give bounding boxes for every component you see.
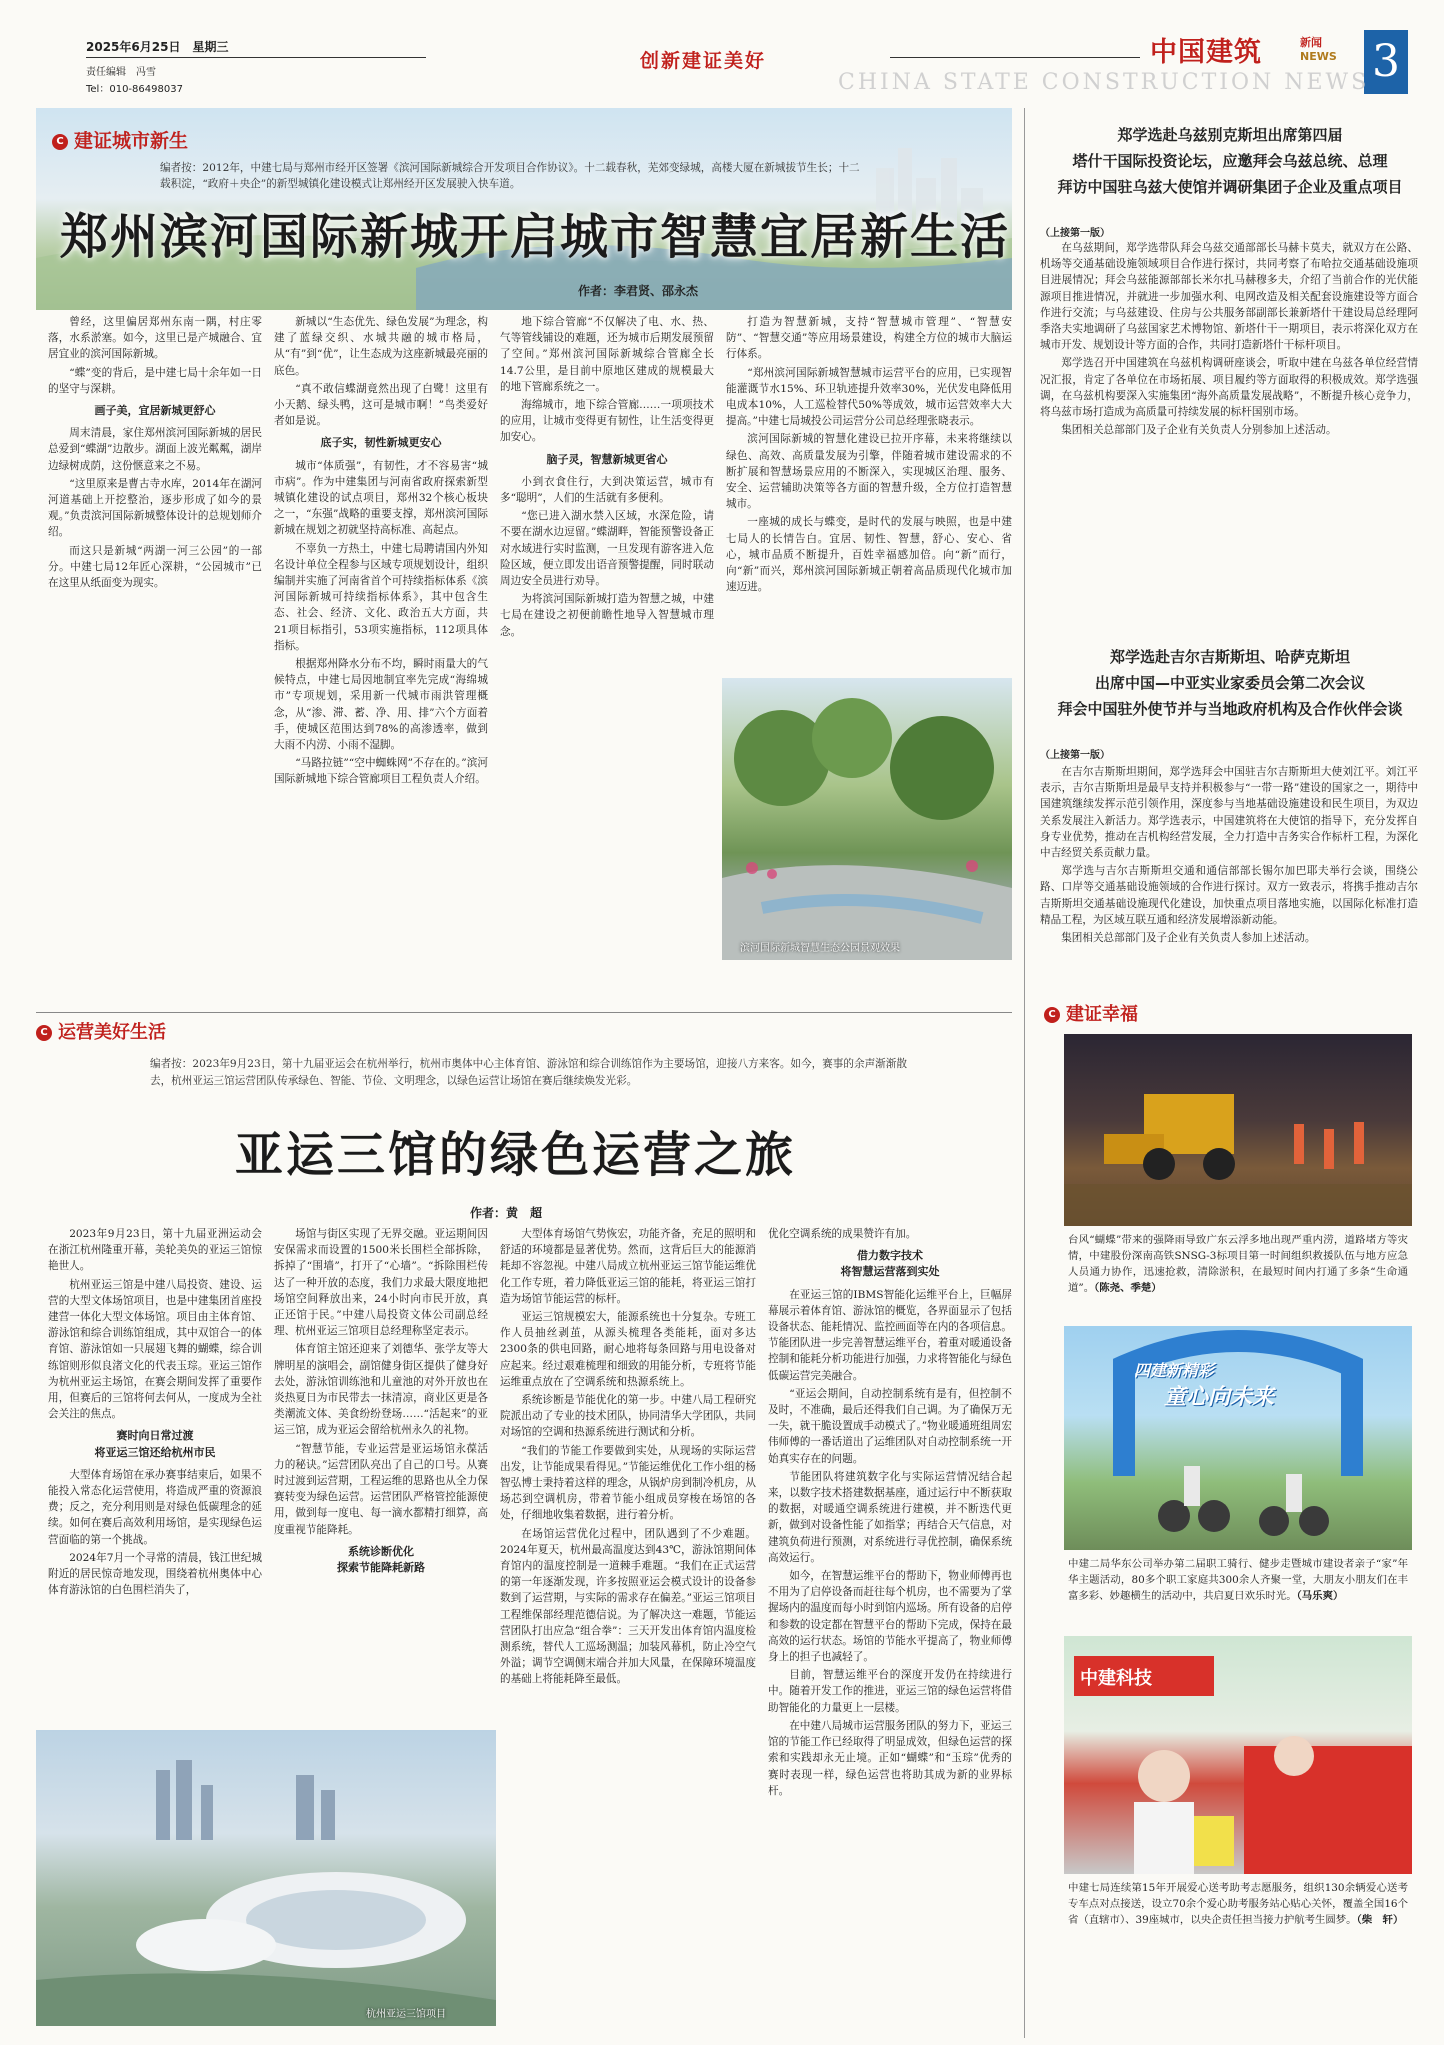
flood-rescue-caption-text: 台风“蝴蝶”带来的强降雨导致广东云浮多地出现严重内涝，道路堵方等灾情，中建股份深南高铁SNSG-3标项目第一时间组织救援队伍与地方应急人员通力协作，迅速抢救，清除淤积，在最短时间内打通了多条“生命通道”。: [1068, 1234, 1408, 1294]
article2-col1-p2: 杭州亚运三馆是中建八局投资、建设、运营的大型文体场馆项目，也是中建集团首座投建营一体化大型文体场馆。项目由主体育馆、游泳馆和综合训练馆组成，其中双馆合一的体育馆、游泳馆如一只展翅飞舞的蝴蝶，综合训练馆则形似良渚文化的代表玉琮。亚运三馆作为杭州亚运主场馆，在赛会期间发挥了重要作用，但赛后的三馆将何去何从，一度成为全社会关注的焦点。: [48, 1278, 262, 1421]
section-c-icon: C: [1044, 1007, 1060, 1023]
exam-support-photo: [1064, 1636, 1412, 1874]
masthead-editor: 责任编辑 冯雪: [86, 67, 156, 78]
cycling-event-caption: [1068, 1556, 1408, 1604]
article2-col4-p3: 节能团队将建筑数字化与实际运营情况结合起来，以数字技术搭建数据基座，通过运行中不断获取的数据，对暖通空调系统进行建模，并不断迭代更新，做到对设备性能了如指掌；再结合天气信息，对建筑负荷进行预测，对系统进行寻优控制，确保系统高效运行。: [768, 1470, 1012, 1564]
article1-column-2: [274, 314, 488, 1006]
article1-col3-p1: 地下综合管廊“不仅解决了电、水、热、气等管线铺设的难题，还为城市后期发展预留了空间。”郑州滨河国际新城综合管廊全长14.7公里，是目前中原地区建成的规模最大的地下管廊系统之一。: [500, 316, 714, 393]
article2-col3-p3: 系统诊断是节能优化的第一步。中建八局工程研究院派出动了专业的技术团队，协同清华大学团队，共同对场馆的空调和热源系统进行测试和分析。: [500, 1394, 756, 1439]
article1-section: [52, 126, 188, 153]
park-landscape-photo: [722, 678, 1012, 960]
right2-title: [1034, 644, 1426, 722]
section-c-icon: C: [36, 1025, 52, 1041]
right1-title-line2: 塔什干国际投资论坛，应邀拜会乌兹总统、总理: [1072, 152, 1388, 170]
right1-title-line1: 郑学选赴乌兹别克斯坦出席第四届: [1117, 126, 1343, 144]
right2-title-line3: 拜会中国驻外使节并与当地政府机构及合作伙伴会谈: [1057, 700, 1403, 718]
cycling-event-caption-text: 中建二局华东公司举办第二届职工骑行、健步走暨城市建设者亲子“家”年华主题活动，80多个职工家庭共300余人齐聚一堂，大朋友小朋友们在丰富多彩、妙趣横生的活动中，共启夏日欢乐时光。: [1068, 1558, 1408, 1602]
paper-logo-tag-bottom: NEWS: [1300, 50, 1337, 63]
exam-support-credit: （柴 轩）: [1356, 1914, 1404, 1926]
article2-col4-p6: 在中建八局城市运营服务团队的努力下，亚运三馆的节能工作已经取得了明显成效，但绿色运营的探索和实践却永无止境。正如“蝴蝶”和“玉琮”优秀的赛时表现一样，绿色运营也将助其成为新的业界标杆。: [768, 1719, 1012, 1797]
right1-title: [1034, 122, 1426, 200]
article2-col3-p2: 亚运三馆规模宏大，能源系统也十分复杂。专班工作人员抽丝剥茧，从源头梳理各类能耗，面对多达2300条的供电回路，耐心地将每条回路与用电设备对应起来。经过艰难梳理和细致的用能分析，专班将节能运维重点放在了空调系统和热源系统上。: [500, 1311, 756, 1388]
article1-col4-p3: 滨河国际新城的智慧化建设已拉开序幕，未来将继续以绿色、高效、高质量发展为引擎，伴随着城市建设需求的不断扩展和智慧场景应用的不断深入，实现城区治理、服务、安全、运营辅助决策等各方面的智慧升级，全方位打造智慧城市。: [726, 433, 1012, 511]
article1-column-4: [726, 314, 1012, 670]
article1-col1b-p3: 而这只是新城“两湖一河三公园”的一部分。中建七局12年匠心深耕，“公园城市”已在这里从纸面变为现实。: [48, 544, 262, 590]
exam-support-caption-text: 中建七局连续第15年开展爱心送考助考志愿服务，组织130余辆爱心送考专车点对点接送，设立70余个爱心助考服务站心贴心关怀，覆盖全国16个省（直辖市）、39座城市，以央企责任担当接力护航考生圆梦。: [1068, 1882, 1408, 1926]
right1-body-p1: 在乌兹期间，郑学选带队拜会乌兹交通部部长马赫卡莫夫，就双方在公路、机场等交通基础设施领域项目合作进行探讨，共同考察了布哈拉交通基础设施项目进展情况；拜会乌兹能源部部长米尔扎马赫穆多夫，介绍了当前合作的光伏能源项目推进情况，并就进一步加强水利、电网改造及相关配套设施建设等方面合作进行交流；与乌兹建设、住房与公共服务部副部长兼新塔什干建设局总经理阿季洛夫实地调研了乌兹国家艺术博物馆、新塔什干一期项目，表示将深化双方在城市开发、规划设计等方面的合作，共同打造新塔什干标杆项目。: [1040, 242, 1418, 352]
article1-col1-p2: “蝶”变的背后，是中建七局十余年如一日的坚守与深耕。: [48, 366, 262, 395]
article1-col2-p2: “真不敢信蝶湖竟然出现了白鹭！这里有小天鹅、绿头鸭，这可是城市啊！”鸟类爱好者如是说。: [274, 382, 488, 428]
masthead-section-title: 创新建证美好: [640, 50, 767, 72]
masthead-date: 2025年6月25日 星期三: [86, 40, 229, 54]
flood-rescue-photo: [1064, 1034, 1412, 1226]
article1-col3b-p1: 小到衣食住行，大到决策运营，城市有多“聪明”，人们的生活就有多便利。: [500, 475, 714, 505]
paper-english-name: CHINA STATE CONSTRUCTION NEWS: [838, 70, 1370, 95]
stadium-aerial-photo: [36, 1730, 496, 2026]
page-number: 3: [1364, 30, 1408, 94]
right1-body-p2: 郑学选召开中国建筑在乌兹机构调研座谈会，听取中建在乌兹各单位经营情况汇报，肯定了各单位在市场拓展、项目履约等方面取得的积极成效。郑学选强调，在乌兹机构要深入实施集团“海外高质量发展战略”，不断提升核心竞争力，将乌兹市场打造成为高质量可持续发展的标杆国别市场。: [1040, 357, 1418, 419]
article2-subhead-1: 赛时向日常过渡 将亚运三馆还给杭州市民: [94, 1429, 216, 1459]
masthead-tel: Tel：010-86498037: [86, 84, 183, 95]
article2-col1b-p1: 大型体育场馆在承办赛事结束后，如果不能投入常态化运营使用，将造成严重的资源浪费；反之，充分利用则是对绿色低碳理念的延续。如何在赛后高效利用场馆，是实现绿色运营面临的第一个挑战。: [48, 1468, 262, 1546]
right2-body: [1040, 764, 1418, 988]
right3-section-label: 建证幸福: [1066, 1004, 1138, 1025]
article2-col1-p1: 2023年9月23日，第十九届亚洲运动会在浙江杭州隆重开幕，美轮美奂的亚运三馆惊艳世人。: [48, 1228, 262, 1273]
article1-col4-p4: 一座城的成长与蝶变，是时代的发展与映照，也是中建七局人的长情告白。宜居、韧性、智慧，舒心、安心、省心，城市品质不断提升，百姓幸福感加倍。向“新”而行，向“新”而兴，郑州滨河国际新城正朝着高品质现代化城市加速迈进。: [726, 516, 1012, 594]
park-landscape-illustration: [722, 678, 1012, 960]
right1-title-line3: 拜访中国驻乌兹大使馆并调研集团子企业及重点项目: [1057, 178, 1403, 196]
article2-col4-p4: 如今，在智慧运维平台的帮助下，物业师傅再也不用为了启停设备而赶往每个机房，也不需要为了掌握场内的温度而每小时到馆内巡场。所有设备的启停和参数的设定都在智慧平台的帮助下完成，保持在最高效的运行状态。场馆的节能水平提高了，物业师傅身上的担子也减轻了。: [768, 1570, 1012, 1664]
article2-title: 亚运三馆的绿色运营之旅: [235, 1127, 797, 1183]
stadium-aerial-illustration: [36, 1730, 496, 2026]
article2-col1b-p2: 2024年7月一个寻常的清晨，钱江世纪城附近的居民惊奇地发现，围绕着杭州奥体中心体育游泳馆的白色围栏消失了，: [48, 1551, 262, 1597]
article1-col1-p1: 曾经，这里偏居郑州东南一隅，村庄零落，水系淤塞。如今，这里已是产城融合、宜居宜业的滨河国际新城。: [48, 316, 262, 361]
article1-col4-p1: 打造为智慧新城，支持“智慧城市管理”、“智慧安防”、“智慧交通”等应用场景建设，构建全方位的城市大脑运行体系。: [726, 316, 1012, 361]
cycling-event-credit: （马乐爽）: [1296, 1590, 1344, 1602]
article2-section: [36, 1018, 166, 1044]
article2-col2-p2: 体育馆主馆还迎来了刘德华、张学友等大牌明星的演唱会，副馆健身街区提供了健身好去处，游泳馆训练池和儿童池的对外开放也在炎热夏日为市民带去一抹清凉，商业区更是各类潮流文体、美食纷纷登场……“活起来”的亚运三馆，成为亚运会留给杭州永久的礼物。: [274, 1343, 488, 1437]
article1-section-label: 建证城市新生: [74, 130, 189, 152]
right2-body-p2: 郑学选与吉尔吉斯斯坦交通和通信部部长锡尔加巴耶夫举行会谈，围绕公路、口岸等交通基础设施领域的合作进行探讨。双方一致表示，将携手推动吉尔吉斯斯坦交通基础设施现代化建设，加快重点项目落地实施，以国际化标准打造精品工程，为区域互联互通和经济发展增添新动能。: [1040, 865, 1418, 926]
article1-col2-p1: 新城以“生态优先、绿色发展”为理念，构建了蓝绿交织、水城共融的城市格局，从“有”到“优”，让生态成为这座新城最亮丽的底色。: [274, 316, 488, 377]
article1-col3b-p3: 为将滨河国际新城打造为智慧之城，中建七局在建设之初便前瞻性地导入智慧城市理念。: [500, 593, 714, 638]
article2-top-rule: [36, 1012, 1012, 1013]
article2-section-label: 运营美好生活: [58, 1022, 166, 1043]
park-photo-caption: 滨河国际新城智慧生态公园景观效果: [740, 943, 900, 954]
right2-body-p3: 集团相关总部部门及子企业有关负责人参加上述活动。: [1061, 932, 1316, 945]
right2-from-note: （上接第一版）: [1040, 750, 1110, 761]
right2-title-line2: 出席中国—中亚实业家委员会第二次会议: [1094, 674, 1365, 692]
article1-col2b-p1: 城市“体质强”，有韧性，才不容易害“城市病”。作为中建集团与河南省政府探索新型城镇化建设的试点项目，郑州32个核心板块之一，“东强”战略的重要支撑，郑州滨河国际新城在规划之初就坚持高标准、高起点。: [274, 459, 488, 537]
article2-column-4: [768, 1226, 1012, 2026]
article1-title: 郑州滨河国际新城开启城市智慧宜居新生活: [60, 209, 1011, 265]
article1-col3b-p2: “您已进入湖水禁入区域，水深危险，请不要在湖水边逗留。”蝶湖畔，智能预警设备正对水域进行实时监测，一旦发现有游客进入危险区域，便立即发出语音预警提醒，同时联动周边安全员进行劝导。: [500, 510, 714, 588]
article2-column-1: [48, 1226, 262, 1722]
article1-subhead-1: 画子美，宜居新城更舒心: [94, 404, 216, 418]
article1-col2b-p2: 不辜负一方热土，中建七局聘请国内外知名设计单位全程参与区域专项规划设计，组织编制并实施了河南省首个可持续指标体系《滨河国际新城可持续指标体系》，其中包含生态、社会、经济、文化、政治五大方面，共21项目标指引，53项实施指标，112项具体指标。: [274, 542, 488, 652]
article1-editor-note: 编者按：2012年，中建七局与郑州市经开区签署《滨河国际新城综合开发项目合作协议》。十二载春秋，芜郊变绿城，高楼大厦在新城拔节生长；十二载积淀，“政府＋央企”的新型城镇化建设模式让郑州经开区发展驶入快车道。: [160, 162, 860, 190]
article1-byline: 作者：李君贤、邵永杰: [578, 284, 699, 298]
article2-subhead-3: 借力数字技术 将智慧运营落到实处: [840, 1249, 940, 1279]
article1-column-3: [500, 314, 714, 1006]
section-c-icon: C: [52, 134, 68, 150]
article1-col2b-p3: 根据郑州降水分布不均，瞬时雨量大的气候特点，中建七局因地制宜率先完成“海绵城市”专项规划，采用新一代城市雨洪管理概念，从“渗、滞、蓄、净、用、排”六个方面着手，使城区范围达到78%的高渗透率，做到大雨不内涝、小雨不湿脚。: [274, 658, 488, 752]
paper-logo-tag-top: 新闻: [1300, 36, 1322, 49]
article1-col3-p2: 海绵城市，地下综合管廊……一项项技术的应用，让城市变得更有韧性，让生活变得更加安心。: [500, 399, 714, 444]
exam-support-caption: [1068, 1880, 1408, 1928]
article1-col2b-p4: “马路拉链”“空中蜘蛛网”不存在的。”滨河国际新城地下综合管廊项目工程负责人介绍。: [274, 757, 488, 786]
article2-col4-p5: 目前，智慧运维平台的深度开发仍在持续进行中。随着开发工作的推进，亚运三馆的绿色运营将借助智能化的力量更上一层楼。: [768, 1669, 1012, 1714]
article2-col4-p2: “亚运会期间，自动控制系统有是有，但控制不及时，不准确，最后还得我们自己调。为了确保万无一失，就干脆设置成手动模式了。”物业暖通班组周宏伟师傅的一番话道出了运维团队对自动控制系统一开始真实存在的问题。: [768, 1387, 1012, 1465]
article1-subhead-3: 脑子灵，智慧新城更省心: [546, 452, 668, 466]
article1-col4-p2: “郑州滨河国际新城智慧城市运营平台的应用，已实现智能灌溉节水15%、环卫轨迹提升效率30%，光伏发电降低用电成本10%，人工巡检替代50%等成效，城市运营效率大大提高。”中建七局城投公司运营分公司总经理张晓表示。: [726, 366, 1012, 428]
article1-subhead-2: 底子实，韧性新城更安心: [320, 436, 442, 450]
article2-col4-top: 优化空调系统的成果赞许有加。: [768, 1228, 917, 1240]
article2-byline: 作者：黄 超: [470, 1206, 543, 1220]
exam-banner: 中建科技: [1080, 1668, 1152, 1689]
masthead-rule-center: [890, 57, 1140, 58]
right2-title-line1: 郑学选赴吉尔吉斯斯坦、哈萨克斯坦: [1109, 648, 1350, 666]
paper-logo: 中国建筑: [1150, 37, 1262, 68]
cycling-event-photo: [1064, 1326, 1412, 1550]
article2-col3-p1: 大型体育场馆气势恢宏，功能齐备，充足的照明和舒适的环境都是显著优势。然而，这背后巨大的能源消耗却不容忽视。中建八局成立杭州亚运三馆节能运维优化工作专班，着力降低亚运三馆的能耗，将亚运三馆打造为场馆节能运营的标杆。: [500, 1228, 756, 1305]
right1-body-p3: 集团相关总部部门及子企业有关负责人分别参加上述活动。: [1061, 424, 1337, 437]
masthead-rule-left: [86, 57, 426, 58]
article2-column-2: [274, 1226, 488, 1722]
flood-rescue-illustration: [1064, 1034, 1412, 1226]
right2-body-p1: 在吉尔吉斯斯坦期间，郑学选拜会中国驻吉尔吉斯斯坦大使刘江平。刘江平表示，吉尔吉斯斯坦是最早支持并积极参与“一带一路”建设的国家之一，期待中国建筑继续发挥示范引领作用，深度参与当地基础设施建设和民生项目，为双边关系发展注入新活力。郑学选表示，中国建筑将在大使馆的指导下，充分发挥自身专业优势，推动在吉机构经营发展，全力打造中吉务实合作标杆工程，为深化中吉经贸关系贡献力量。: [1040, 766, 1418, 860]
article2-col3-p5: 在场馆运营优化过程中，团队遇到了不少难题。2024年夏天，杭州最高温度达到43℃，游泳馆期间体育馆内的温度控制是一道棘手难题。“我们在正式运营的第一年逐渐发现，许多按照亚运会模式设计的设备参数到了运营期，与实际的需求存在偏差。”亚运三馆项目工程维保部经理范德信说。为了解决这一难题，节能运营团队打出应急“组合拳”：三天开发出体育馆内温度检测系统，替代人工巡场测温；加装风幕机，防止冷空气外溢；调节空调侧末端合并加大风量，在保障环境温度的基础上将能耗降至最低。: [500, 1527, 756, 1686]
cycling-banner-top: 四建新精彩: [1134, 1361, 1215, 1380]
article1-col1b-p1: 周末清晨，家住郑州滨河国际新城的居民总爱到“蝶湖”边散步。湖面上波光粼粼，湖岸边绿树成荫，这份惬意来之不易。: [48, 427, 262, 472]
right1-from-note: （上接第一版）: [1040, 228, 1110, 239]
right-column-divider: [1024, 108, 1025, 2038]
cycling-banner-bottom: 童心向未来: [1164, 1385, 1275, 1410]
article2-col2-p3: “智慧节能，专业运营是亚运场馆永葆活力的秘诀。”运营团队亮出了自己的口号。从赛时过渡到运营期，工程运维的思路也从全力保赛转变为绿色运营。运营团队严格管控能源使用，做到每一度电、每一滴水都精打细算，高度重视节能降耗。: [274, 1442, 488, 1536]
flood-rescue-caption: [1068, 1232, 1408, 1296]
article2-col4-p1: 在亚运三馆的IBMS智能化运维平台上，巨幅屏幕展示着体育馆、游泳馆的概览，各界面显示了包括设备状态、能耗情况、监控画面等在内的各项信息。节能团队进一步完善智慧运维平台，着重对暖通设备控制和能耗分析功能进行加强，力求将智能化与绿色低碳运营完美融合。: [768, 1288, 1012, 1382]
cycling-event-illustration: [1064, 1326, 1412, 1550]
article2-subhead-2: 系统诊断优化 探索节能降耗新路: [337, 1544, 425, 1575]
right3-section: [1044, 1000, 1138, 1026]
article1-column-1: [48, 314, 262, 1006]
article2-column-3: [500, 1226, 756, 2026]
article2-col2-p1: 场馆与街区实现了无界交融。亚运期间因安保需求而设置的1500米长围栏全部拆除，拆掉了“围墙”，打开了“心墙”。“拆除围栏传达了一种开放的态度，我们力求最大限度地把场馆空间释放出来，24小时向市民开放，真正还馆于民。”中建八局投资文体公司副总经理、杭州亚运三馆项目总经理称坚定表示。: [274, 1228, 488, 1338]
right1-body: [1040, 240, 1418, 630]
article1-col1b-p2: “这里原来是曹古寺水库，2014年在湖河河道基础上开挖整治，逐步形成了如今的景观。”负责滨河国际新城整体设计的总规划师介绍。: [48, 477, 262, 539]
stadium-photo-caption: 杭州亚运三馆项目: [366, 2009, 446, 2020]
article2-col3-p4: “我们的节能工作要做到实处，从现场的实际运营出发，让节能成果看得见。”节能运维优化工作小组的杨智弘博士秉持着这样的理念，从锅炉房到制冷机房，从场芯到空调机房，带着节能小组成员穿梭在场馆的各处，仔细地收集着数据，进行着分析。: [500, 1444, 756, 1522]
flood-rescue-credit: （陈尧、季楚）: [1094, 1282, 1162, 1294]
article2-editor-note: 编者按：2023年9月23日，第十九届亚运会在杭州举行，杭州市奥体中心主体育馆、游泳馆和综合训练馆作为主要场馆，迎接八方来客。如今，赛事的余声渐渐散去，杭州亚运三馆运营团队传承绿色、智能、节俭、文明理念，以绿色运营让场馆在赛后继续焕发光彩。: [150, 1058, 907, 1087]
